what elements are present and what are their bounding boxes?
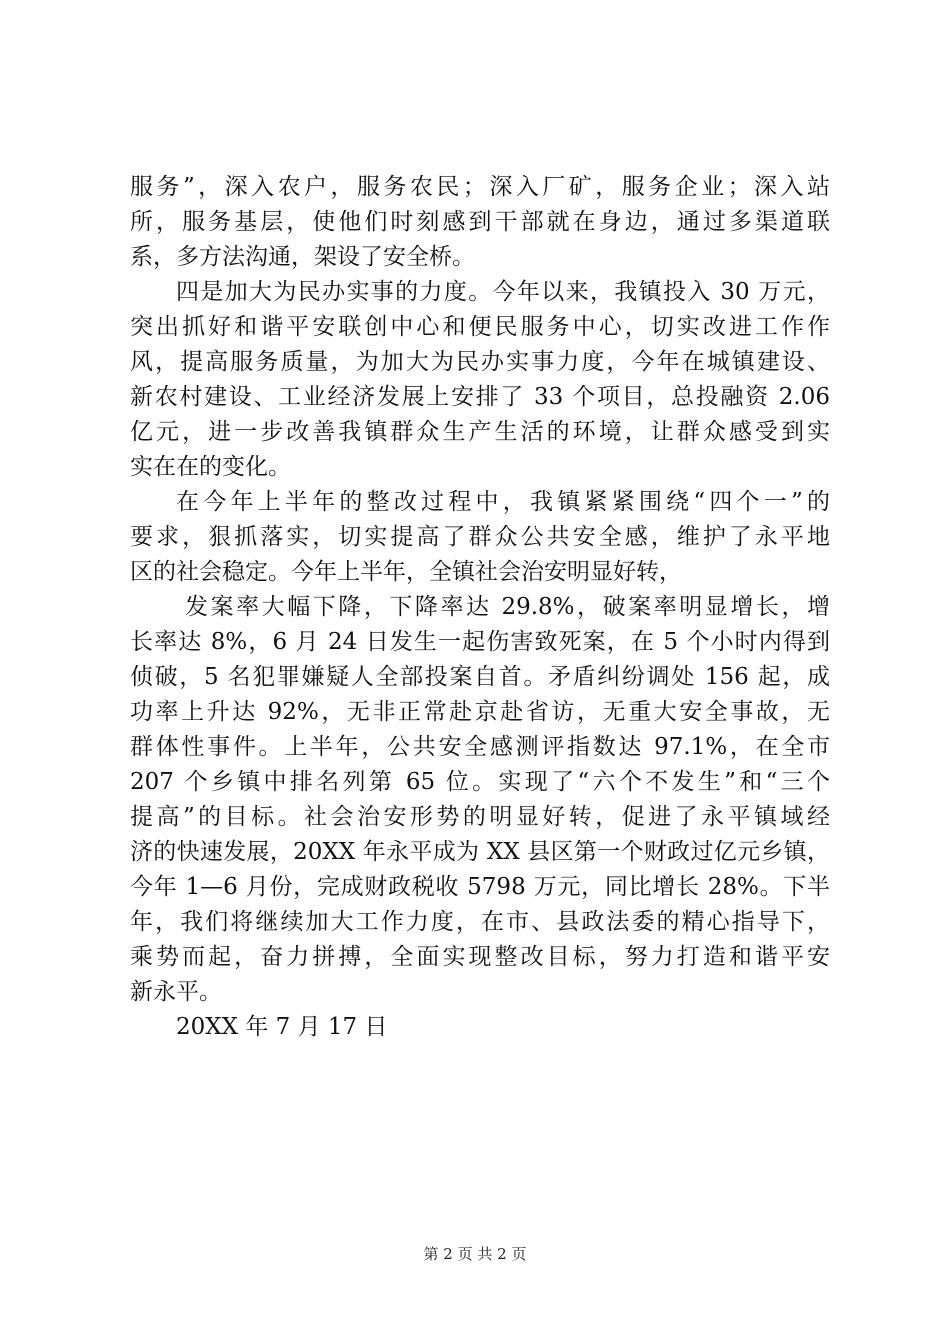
text-line: 新农村建设、工业经济发展上安排了 33 个项目，总投融资 2.06	[130, 384, 830, 410]
text-line: 四是加大为民办实事的力度。今年以来，我镇投入 30 万元，	[176, 279, 830, 305]
text-line: 在今年上半年的整改过程中，我镇紧紧围绕“四个一”的	[176, 489, 830, 515]
text-line: 实在在的变化。	[130, 454, 291, 480]
paragraph	[130, 170, 830, 275]
text-line: 发案率大幅下降，下降率达 29.8%，破案率明显增长，增	[185, 594, 830, 620]
paragraph	[130, 275, 830, 485]
text-line: 提高”的目标。社会治安形势的明显好转，促进了永平镇域经	[130, 804, 830, 830]
text-line: 207 个乡镇中排名列第 65 位。实现了“六个不发生”和“三个	[130, 769, 830, 795]
paragraph	[130, 485, 830, 590]
text-line: 突出抓好和谐平安联创中心和便民服务中心，切实改进工作作	[130, 314, 830, 340]
text-line: 区的社会稳定。今年上半年，全镇社会治安明显好转，	[130, 559, 682, 585]
document-body	[130, 170, 830, 1045]
text-line: 所，服务基层，使他们时刻感到干部就在身边，通过多渠道联	[130, 209, 830, 235]
text-line: 功率上升达 92%，无非正常赴京赴省访，无重大安全事故，无	[130, 699, 830, 725]
text-line: 今年 1—6 月份，完成财政税收 5798 万元，同比增长 28%。下半	[130, 874, 830, 900]
text-line: 系，多方法沟通，架设了安全桥。	[130, 244, 475, 270]
text-line: 长率达 8%，6 月 24 日发生一起伤害致死案，在 5 个小时内得到	[130, 629, 830, 655]
text-line: 济的快速发展，20XX 年永平成为 XX 县区第一个财政过亿元乡镇，	[130, 839, 830, 865]
text-line: 风，提高服务质量，为加大为民办实事力度，今年在城镇建设、	[130, 349, 830, 375]
text-line: 要求，狠抓落实，切实提高了群众公共安全感，维护了永平地	[130, 524, 830, 550]
page-number-footer: 第 2 页 共 2 页	[423, 1245, 527, 1263]
text-line: 乘势而起，奋力拼搏，全面实现整改目标，努力打造和谐平安	[130, 944, 830, 970]
text-line: 年，我们将继续加大工作力度，在市、县政法委的精心指导下，	[130, 909, 830, 935]
text-line: 服务”，深入农户，服务农民；深入厂矿，服务企业；深入站	[130, 174, 830, 200]
paragraph	[130, 590, 830, 1010]
document-date: 20XX 年 7 月 17 日	[176, 1014, 388, 1040]
text-line: 侦破，5 名犯罪嫌疑人全部投案自首。矛盾纠纷调处 156 起，成	[130, 664, 830, 690]
text-line: 新永平。	[130, 979, 222, 1005]
text-line: 群体性事件。上半年，公共安全感测评指数达 97.1%，在全市	[130, 734, 830, 760]
text-line: 亿元，进一步改善我镇群众生产生活的环境，让群众感受到实	[130, 419, 830, 445]
